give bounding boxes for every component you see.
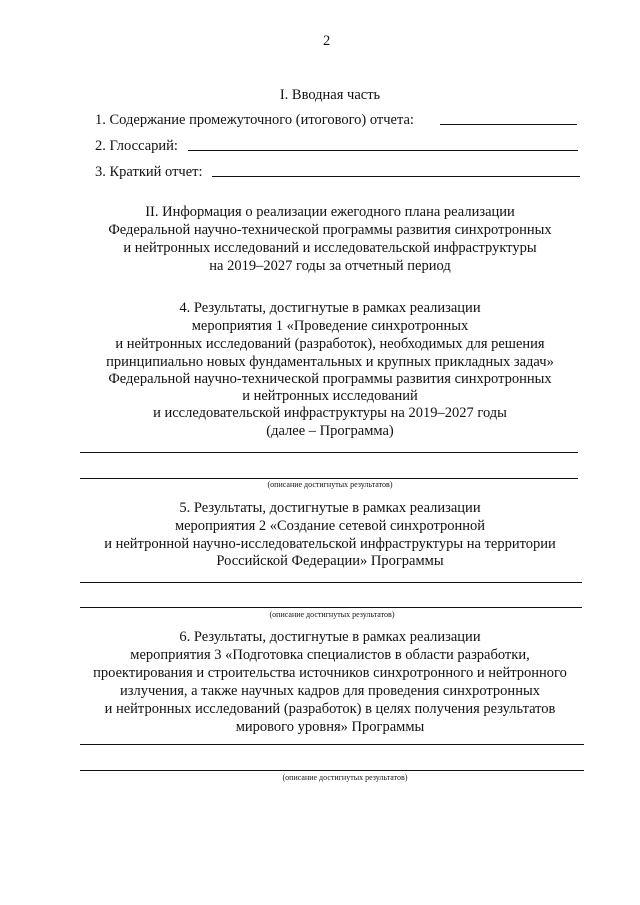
field-report-contents-line[interactable] (440, 124, 577, 125)
block5-line-4: Российской Федерации» Программы (216, 553, 444, 569)
field-brief-report-label: 3. Краткий отчет: (95, 164, 203, 180)
block4-answer-line-2[interactable] (80, 478, 578, 479)
block6-line-6: мирового уровня» Программы (235, 719, 425, 735)
block4-answer-line-1[interactable] (80, 452, 578, 453)
section2-heading-line-3: и нейтронных исследований и исследовательской инфраструктуры (123, 240, 537, 256)
block5-line-2: мероприятия 2 «Создание сетевой синхротронной (174, 518, 486, 534)
section2-heading-line-2: Федеральной научно-технической программы развития синхротронных (108, 222, 552, 238)
block6-answer-line-1[interactable] (80, 744, 584, 745)
block4-line-4: принципиально новых фундаментальных и крупных прикладных задач» (106, 354, 554, 370)
page-number: 2 (323, 33, 331, 49)
block5-caption: (описание достигнутых результатов) (269, 610, 395, 619)
block4-line-3: и нейтронных исследований (разработок), необходимых для решения (115, 336, 545, 352)
block4-line-6: и нейтронных исследований (242, 388, 418, 404)
field-glossary-label: 2. Глоссарий: (95, 138, 178, 154)
block4-caption: (описание достигнутых результатов) (267, 480, 393, 489)
block6-caption: (описание достигнутых результатов) (282, 773, 408, 782)
block4-line-8: (далее – Программа) (266, 423, 394, 439)
block4-line-5: Федеральной научно-технической программы развития синхротронных (108, 371, 552, 387)
section1-heading: I. Вводная часть (279, 87, 381, 103)
block6-answer-line-2[interactable] (80, 770, 584, 771)
block5-line-1: 5. Результаты, достигнутые в рамках реализации (179, 500, 481, 516)
block5-answer-line-1[interactable] (80, 582, 582, 583)
block4-line-2: мероприятия 1 «Проведение синхротронных (191, 318, 469, 334)
block5-answer-line-2[interactable] (80, 607, 582, 608)
block6-line-5: и нейтронных исследований (разработок) в целях получения результатов (104, 701, 556, 717)
block4-line-7: и исследовательской инфраструктуры на 2019–2027 годы (153, 405, 507, 421)
block6-line-4: излучения, а также научных кадров для проведения синхротронных (120, 683, 540, 699)
field-brief-report-line[interactable] (212, 176, 580, 177)
field-glossary-line[interactable] (188, 150, 578, 151)
block6-line-3: проектирования и строительства источников синхротронного и нейтронного (93, 665, 567, 681)
block6-line-1: 6. Результаты, достигнутые в рамках реализации (179, 629, 481, 645)
block5-line-3: и нейтронной научно-исследовательской инфраструктуры на территории (104, 536, 556, 552)
field-report-contents-label: 1. Содержание промежуточного (итогового) отчета: (95, 112, 414, 128)
section2-heading-line-4: на 2019–2027 годы за отчетный период (209, 258, 451, 274)
section2-heading-line-1: II. Информация о реализации ежегодного плана реализации (145, 204, 515, 220)
block6-line-2: мероприятия 3 «Подготовка специалистов в области разработки, (130, 647, 530, 663)
block4-line-1: 4. Результаты, достигнутые в рамках реализации (179, 300, 481, 316)
